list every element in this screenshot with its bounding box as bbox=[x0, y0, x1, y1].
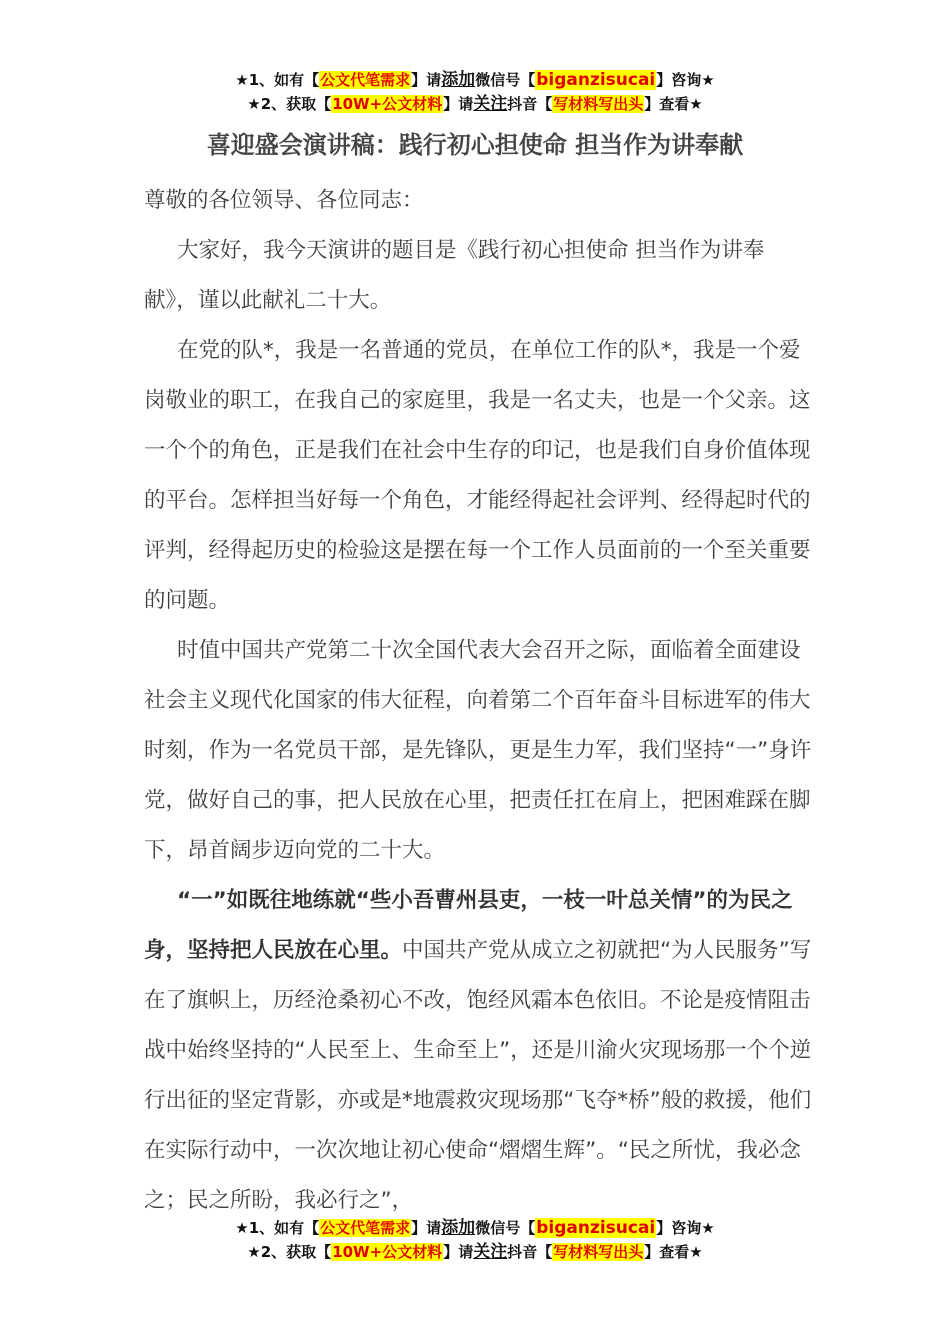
paragraph-4-heading: “一”如既往地练就“些小吾曹州县吏，一枝一叶总关情”的为民之身，坚持把人民放在心里。 bbox=[144, 888, 793, 963]
highlight-service: 公文代笔需求 bbox=[320, 1219, 411, 1237]
notice-text: ★2、获取【 bbox=[247, 1243, 332, 1261]
notice-text: ★2、获取【 bbox=[247, 95, 332, 113]
notice-text: ★1、如有【 bbox=[235, 1219, 320, 1237]
underlined-text: 关注 bbox=[473, 94, 508, 114]
paragraph-1: 大家好，我今天演讲的题目是《践行初心担使命 担当作为讲奉献》，谨以此献礼二十大。 bbox=[144, 238, 765, 313]
highlight-douyin: 写材料写出头 bbox=[553, 95, 644, 113]
paragraph-4 bbox=[144, 876, 812, 1226]
notice-line-1 bbox=[0, 68, 950, 92]
notice-text: 】查看★ bbox=[644, 1243, 703, 1261]
notice-text: 】请 bbox=[443, 1243, 474, 1261]
header-notice bbox=[0, 68, 950, 116]
paragraph-3: 时值中国共产党第二十次全国代表大会召开之际，面临着全面建设社会主义现代化国家的伟大征程，向着第二个百年奋斗目标进军的伟大时刻，作为一名党员干部，是先锋队，更是生力军，我们坚持“一”身许党，做好自己的事，把人民放在心里，把责任扛在肩上，把困难踩在脚下，昂首阔步迈向党的二十大。 bbox=[144, 638, 812, 863]
notice-text: 】请 bbox=[411, 1219, 442, 1237]
notice-text: 】请 bbox=[443, 95, 474, 113]
highlight-materials: 10W+公文材料 bbox=[332, 1243, 443, 1261]
notice-line-2 bbox=[0, 1240, 950, 1264]
notice-line-1 bbox=[0, 1216, 950, 1240]
paragraph-4-text: 中国共产党从成立之初就把“为人民服务”写在了旗帜上，历经沧桑初心不改，饱经风霜本色依旧。不论是疫情阻击战中始终坚持的“人民至上、生命至上”，还是川渝火灾现场那一个个逆行出征的坚定背影，亦或是*地震救灾现场那“飞夺*桥”般的救援，他们在实际行动中，一次次地让初心使命“熠熠生辉”。“民之所忧，我必念之；民之所盼，我必行之”， bbox=[144, 938, 812, 1213]
notice-text: 】请 bbox=[411, 71, 442, 89]
notice-text: 】咨询★ bbox=[656, 71, 715, 89]
notice-text: 抖音【 bbox=[507, 95, 553, 113]
notice-text: 抖音【 bbox=[507, 1243, 553, 1261]
notice-text: 】咨询★ bbox=[656, 1219, 715, 1237]
underlined-text: 添加 bbox=[441, 70, 476, 90]
highlight-materials: 10W+公文材料 bbox=[332, 95, 443, 113]
document-title: 喜迎盛会演讲稿：践行初心担使命 担当作为讲奉献 bbox=[206, 131, 744, 159]
notice-text: 】查看★ bbox=[644, 95, 703, 113]
highlight-wechat-id: biganzisucai bbox=[536, 1218, 656, 1238]
document-body bbox=[144, 176, 812, 1226]
salutation: 尊敬的各位领导、各位同志： bbox=[144, 188, 424, 213]
paragraph-2: 在党的队*，我是一名普通的党员，在单位工作的队*，我是一个爱岗敬业的职工，在我自己的家庭里，我是一名丈夫，也是一个父亲。这一个个的角色，正是我们在社会中生存的印记，也是我们自身价值体现的平台。怎样担当好每一个角色，才能经得起社会评判、经得起时代的评判，经得起历史的检验这是摆在每一个工作人员面前的一个至关重要的问题。 bbox=[144, 338, 811, 613]
notice-text: 微信号【 bbox=[475, 71, 536, 89]
notice-line-2 bbox=[0, 92, 950, 116]
notice-text: ★1、如有【 bbox=[235, 71, 320, 89]
underlined-text: 关注 bbox=[473, 1242, 508, 1262]
footer-notice bbox=[0, 1216, 950, 1264]
highlight-service: 公文代笔需求 bbox=[320, 71, 411, 89]
highlight-douyin: 写材料写出头 bbox=[553, 1243, 644, 1261]
highlight-wechat-id: biganzisucai bbox=[536, 70, 656, 90]
notice-text: 微信号【 bbox=[475, 1219, 536, 1237]
underlined-text: 添加 bbox=[441, 1218, 476, 1238]
